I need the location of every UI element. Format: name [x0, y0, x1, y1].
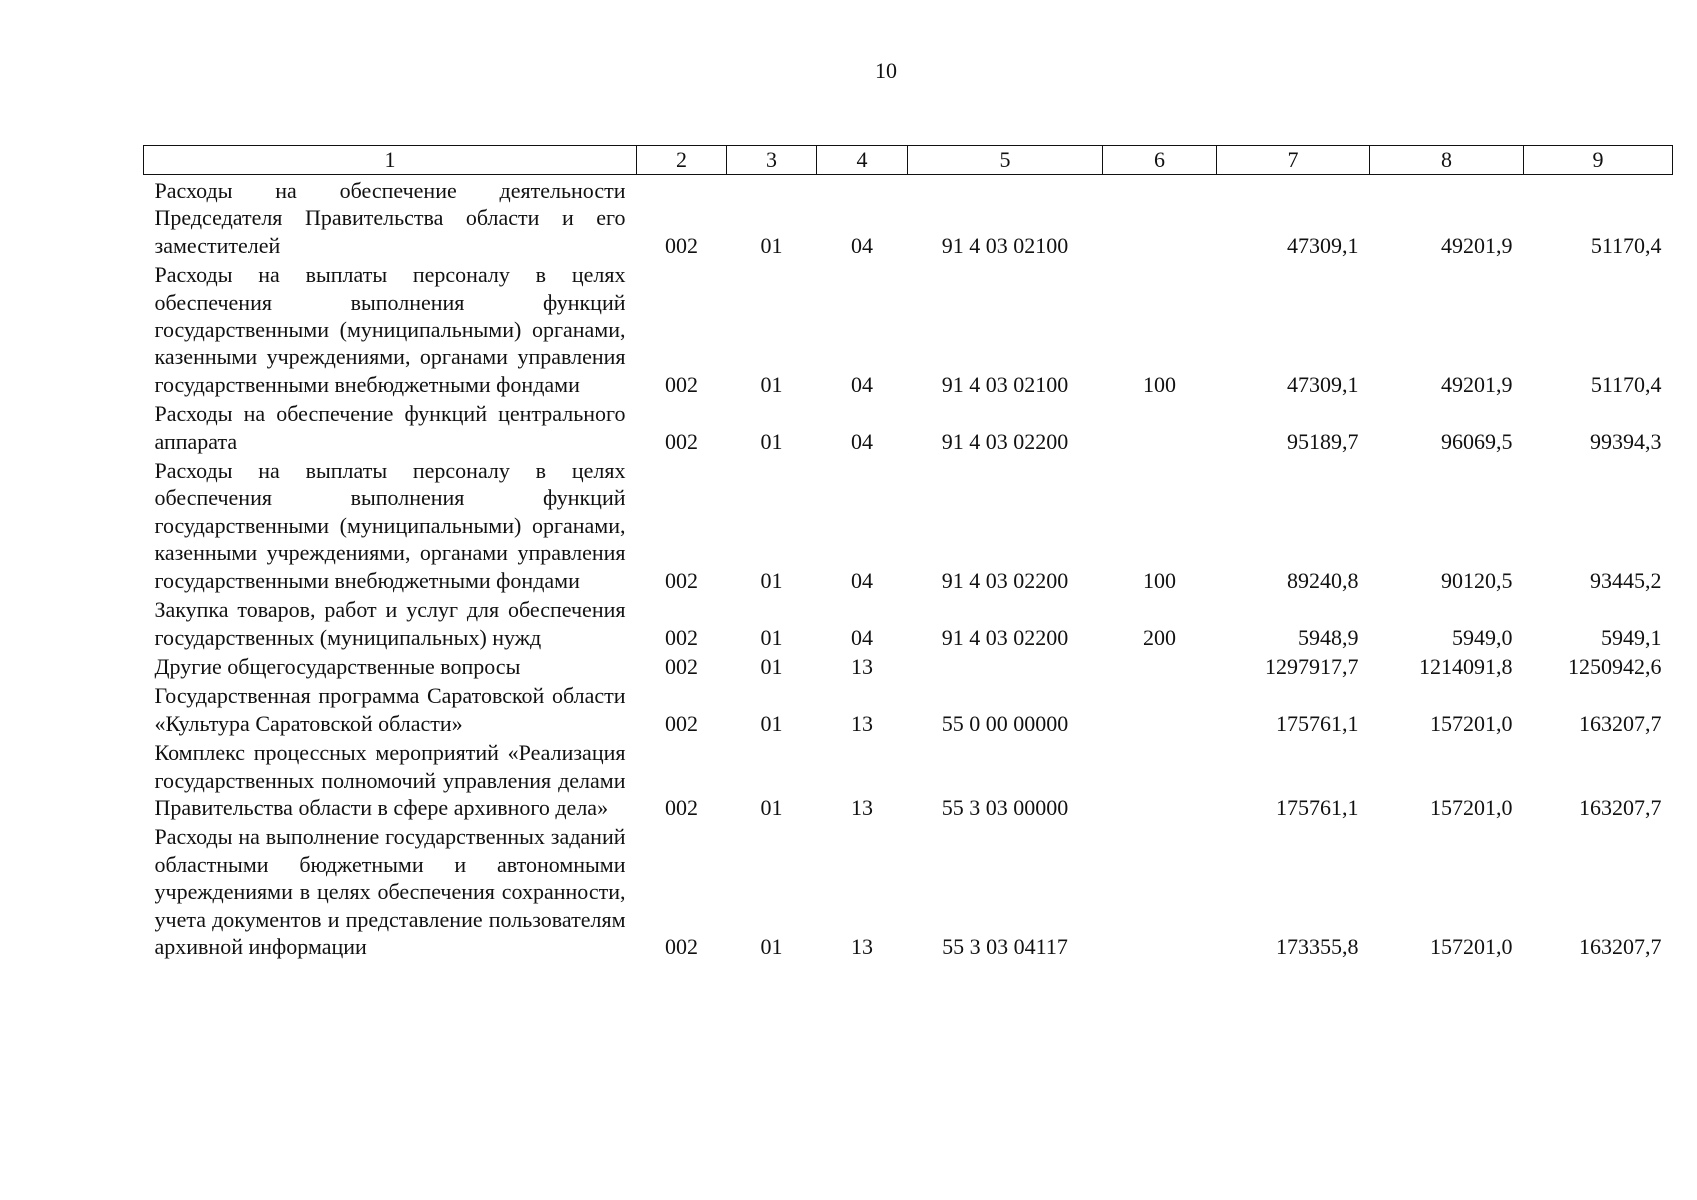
column-header: 3 [727, 146, 817, 175]
column-header: 7 [1217, 146, 1370, 175]
ministry-code: 002 [665, 710, 698, 736]
column-header: 9 [1524, 146, 1673, 175]
table-header-row [144, 146, 1673, 175]
amount-year-1: 47309,1 [1287, 232, 1359, 258]
amount-year-2: 49201,9 [1441, 371, 1513, 397]
expense-type-code [1103, 651, 1217, 680]
target-article-code: 91 4 03 02100 [941, 371, 1069, 397]
section-code: 01 [760, 794, 783, 820]
table-row [144, 821, 1673, 960]
row-name: Расходы на выплаты персоналу в целях обеспечения выполнения функций государственными (муниципальными) органами, казенными учреждениями, органами управления государственными внебюджетными фондами [154, 458, 626, 593]
table-row [144, 737, 1673, 821]
column-header: 8 [1370, 146, 1524, 175]
amount-year-3: 163207,7 [1579, 710, 1662, 736]
section-code: 01 [760, 428, 783, 454]
amount-year-3: 93445,2 [1590, 567, 1662, 593]
ministry-code: 002 [665, 567, 698, 593]
expense-type-code [1103, 398, 1217, 455]
subsection-code: 13 [851, 933, 873, 959]
column-header: 4 [817, 146, 908, 175]
target-article-code: 55 3 03 04117 [942, 933, 1068, 959]
amount-year-3: 163207,7 [1579, 794, 1662, 820]
subsection-code: 04 [851, 371, 873, 397]
row-name: Комплекс процессных мероприятий «Реализация государственных полномочий управления делами Правительства области в сфере архивного дела» [154, 740, 626, 820]
amount-year-1: 47309,1 [1287, 371, 1359, 397]
amount-year-2: 90120,5 [1441, 567, 1513, 593]
amount-year-1: 175761,1 [1276, 794, 1359, 820]
ministry-code: 002 [665, 653, 698, 679]
column-header: 1 [144, 146, 637, 175]
table-row [144, 259, 1673, 398]
ministry-code: 002 [665, 428, 698, 454]
amount-year-1: 173355,8 [1276, 933, 1359, 959]
target-article-code: 91 4 03 02100 [941, 232, 1069, 258]
section-code: 01 [760, 710, 783, 736]
amount-year-3: 51170,4 [1590, 232, 1662, 258]
amount-year-3: 51170,4 [1590, 371, 1662, 397]
amount-year-2: 157201,0 [1430, 794, 1513, 820]
amount-year-2: 49201,9 [1441, 232, 1513, 258]
target-article-code: 55 0 00 00000 [941, 710, 1069, 736]
page-number: 10 [875, 58, 897, 83]
expense-type-code: 100 [1143, 371, 1176, 397]
section-code: 01 [760, 371, 783, 397]
expense-type-code [1103, 821, 1217, 960]
table-row [144, 455, 1673, 594]
ministry-code: 002 [665, 232, 698, 258]
budget-table [143, 145, 1673, 960]
amount-year-1: 5948,9 [1298, 624, 1359, 650]
table-row [144, 594, 1673, 651]
target-article-code: 55 3 03 00000 [941, 794, 1069, 820]
column-header: 6 [1103, 146, 1217, 175]
amount-year-3: 99394,3 [1590, 428, 1662, 454]
amount-year-3: 5949,1 [1601, 624, 1662, 650]
column-header: 2 [637, 146, 727, 175]
expense-type-code: 200 [1143, 624, 1176, 650]
amount-year-2: 157201,0 [1430, 933, 1513, 959]
row-name: Расходы на обеспечение деятельности Председателя Правительства области и его заместителей [154, 178, 626, 258]
subsection-code: 13 [851, 653, 873, 679]
section-code: 01 [760, 933, 783, 959]
amount-year-2: 96069,5 [1441, 428, 1513, 454]
section-code: 01 [760, 232, 783, 258]
section-code: 01 [760, 653, 783, 679]
section-code: 01 [760, 624, 783, 650]
row-name: Государственная программа Саратовской области «Культура Саратовской области» [154, 683, 626, 736]
subsection-code: 04 [851, 567, 873, 593]
subsection-code: 04 [851, 624, 873, 650]
row-name: Закупка товаров, работ и услуг для обеспечения государственных (муниципальных) нужд [154, 597, 626, 650]
expense-type-code [1103, 737, 1217, 821]
amount-year-1: 95189,7 [1287, 428, 1359, 454]
table-row [144, 398, 1673, 455]
ministry-code: 002 [665, 794, 698, 820]
expense-type-code [1103, 175, 1217, 260]
table-row [144, 680, 1673, 737]
table-body [144, 175, 1673, 961]
section-code: 01 [760, 567, 783, 593]
target-article-code: 91 4 03 02200 [941, 428, 1069, 454]
expense-type-code [1103, 680, 1217, 737]
subsection-code: 13 [851, 794, 873, 820]
subsection-code: 04 [851, 232, 873, 258]
column-header: 5 [908, 146, 1103, 175]
table-row [144, 175, 1673, 260]
row-name: Расходы на обеспечение функций центрального аппарата [154, 401, 626, 454]
amount-year-1: 175761,1 [1276, 710, 1359, 736]
ministry-code: 002 [665, 933, 698, 959]
table-row [144, 651, 1673, 680]
row-name: Расходы на выплаты персоналу в целях обеспечения выполнения функций государственными (муниципальными) органами, казенными учреждениями, органами управления государственными внебюджетными фондами [154, 262, 626, 397]
ministry-code: 002 [665, 371, 698, 397]
target-article-code: 91 4 03 02200 [941, 567, 1069, 593]
amount-year-3: 163207,7 [1579, 933, 1662, 959]
expense-type-code: 100 [1143, 567, 1176, 593]
ministry-code: 002 [665, 624, 698, 650]
row-name: Расходы на выполнение государственных заданий областными бюджетными и автономными учреждениями в целях обеспечения сохранности, учета документов и представление пользователям архивной информации [154, 824, 626, 959]
amount-year-2: 1214091,8 [1419, 653, 1513, 679]
subsection-code: 04 [851, 428, 873, 454]
amount-year-1: 89240,8 [1287, 567, 1359, 593]
row-name: Другие общегосударственные вопросы [154, 653, 521, 679]
amount-year-1: 1297917,7 [1265, 653, 1359, 679]
amount-year-3: 1250942,6 [1568, 653, 1662, 679]
subsection-code: 13 [851, 710, 873, 736]
target-article-code: 91 4 03 02200 [941, 624, 1069, 650]
amount-year-2: 157201,0 [1430, 710, 1513, 736]
amount-year-2: 5949,0 [1452, 624, 1513, 650]
target-article-code [908, 651, 1103, 680]
